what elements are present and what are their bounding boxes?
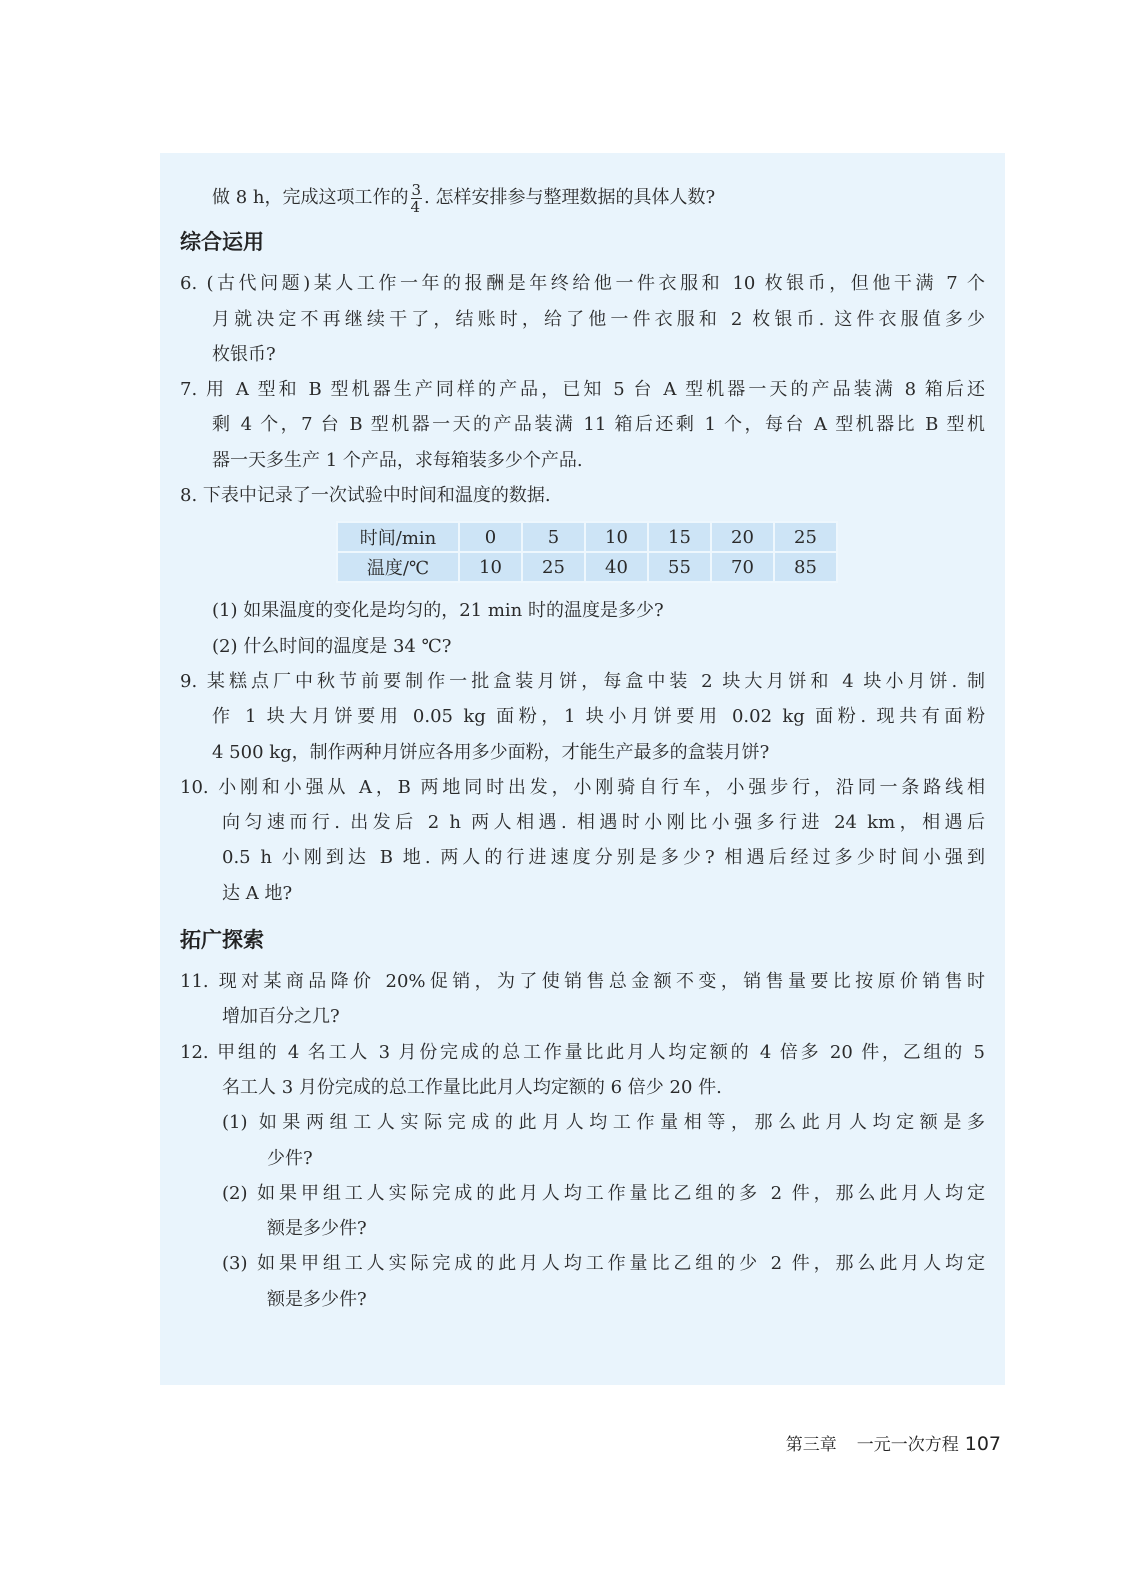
table-cell: 20 <box>711 522 774 552</box>
sub-question: 少件? <box>267 1147 313 1169</box>
table-cell: 25 <box>522 552 585 582</box>
question-line: 11. 现对某商品降价 20%促销，为了使销售总金额不变，销售量要比按原价销售时 <box>180 971 985 993</box>
question-line: 0.5 h 小刚到达 B 地. 两人的行进速度分别是多少? 相遇后经过多少时间小强到 <box>222 847 985 869</box>
table-cell: 0 <box>459 522 522 552</box>
question-8 <box>180 478 985 664</box>
question-line: 达 A 地? <box>222 882 293 904</box>
row-header: 温度/℃ <box>337 552 459 582</box>
question-line: 剩 4 个，7 台 B 型机器一天的产品装满 11 箱后还剩 1 个，每台 A 型机器比 B 型机 <box>212 414 985 436</box>
section-heading-extension: 拓广探索 <box>180 928 264 953</box>
table-row <box>337 522 837 552</box>
table-cell: 10 <box>585 522 648 552</box>
time-temperature-table <box>336 521 838 583</box>
sub-question: (3) 如果甲组工人实际完成的此月人均工作量比乙组的少 2 件，那么此月人均定 <box>222 1253 985 1275</box>
exercise-content <box>180 180 985 1317</box>
sub-question: (1) 如果温度的变化是均匀的，21 min 时的温度是多少? <box>212 600 664 622</box>
table-cell: 5 <box>522 522 585 552</box>
table-cell: 40 <box>585 552 648 582</box>
question-line: 10. 小刚和小强从 A，B 两地同时出发，小刚骑自行车，小强步行，沿同一条路线相 <box>180 776 985 798</box>
table-cell: 10 <box>459 552 522 582</box>
question-12 <box>180 1035 985 1317</box>
intro-text-after: . 怎样安排参与整理数据的具体人数? <box>424 187 716 208</box>
row-header: 时间/min <box>337 522 459 552</box>
page-footer <box>786 1430 1001 1455</box>
sub-question: (2) 什么时间的温度是 34 ℃? <box>212 635 452 657</box>
table-cell: 15 <box>648 522 711 552</box>
question-7 <box>180 372 985 478</box>
question-9 <box>180 664 985 770</box>
intro-line <box>180 180 985 215</box>
question-line: 向匀速而行. 出发后 2 h 两人相遇. 相遇时小刚比小强多行进 24 km，相遇后 <box>222 812 985 834</box>
chapter-label: 第三章 <box>785 1435 837 1455</box>
section-heading-comprehensive: 综合运用 <box>180 230 264 255</box>
question-line: 枚银币? <box>212 343 276 365</box>
table-cell: 70 <box>711 552 774 582</box>
question-line: 4 500 kg，制作两种月饼应各用多少面粉，才能生产最多的盒装月饼? <box>212 741 770 763</box>
sub-question: 额是多少件? <box>267 1218 367 1240</box>
table-cell: 55 <box>648 552 711 582</box>
fraction-denominator: 4 <box>410 197 421 216</box>
question-line: 名工人 3 月份完成的总工作量比此月人均定额的 6 倍少 20 件. <box>222 1076 722 1098</box>
question-10 <box>180 770 985 911</box>
fraction <box>411 182 423 215</box>
table-row <box>337 552 837 582</box>
question-line: 月就决定不再继续干了，结账时，给了他一件衣服和 2 枚银币. 这件衣服值多少 <box>212 308 985 330</box>
question-line: 9. 某糕点厂中秋节前要制作一批盒装月饼，每盒中装 2 块大月饼和 4 块小月饼. 制 <box>180 670 985 692</box>
sub-question: 额是多少件? <box>267 1288 367 1310</box>
page-number: 107 <box>964 1433 1001 1455</box>
question-line: 12. 甲组的 4 名工人 3 月份完成的总工作量比此月人均定额的 4 倍多 20 件，乙组的 5 <box>180 1041 985 1063</box>
question-line: 增加百分之几? <box>222 1006 340 1028</box>
chapter-title: 一元一次方程 <box>856 1435 959 1455</box>
intro-text: 做 8 h，完成这项工作的 <box>212 187 409 208</box>
question-line: 器一天多生产 1 个产品，求每箱装多少个产品. <box>212 449 583 471</box>
table-cell: 85 <box>774 552 837 582</box>
question-line: 作 1 块大月饼要用 0.05 kg 面粉，1 块小月饼要用 0.02 kg 面粉. 现共有面粉 <box>212 706 985 728</box>
sub-question: (2) 如果甲组工人实际完成的此月人均工作量比乙组的多 2 件，那么此月人均定 <box>222 1182 985 1204</box>
question-11 <box>180 964 985 1035</box>
table-cell: 25 <box>774 522 837 552</box>
fraction-numerator: 3 <box>411 180 422 199</box>
question-line: 6. (古代问题)某人工作一年的报酬是年终给他一件衣服和 10 枚银币，但他干满 7 个 <box>180 273 985 295</box>
question-line: 8. 下表中记录了一次试验中时间和温度的数据. <box>180 485 551 507</box>
question-6 <box>180 266 985 372</box>
question-line: 7. 用 A 型和 B 型机器生产同样的产品，已知 5 台 A 型机器一天的产品装满 8 箱后还 <box>180 379 985 401</box>
sub-question: (1) 如果两组工人实际完成的此月人均工作量相等，那么此月人均定额是多 <box>222 1112 985 1134</box>
